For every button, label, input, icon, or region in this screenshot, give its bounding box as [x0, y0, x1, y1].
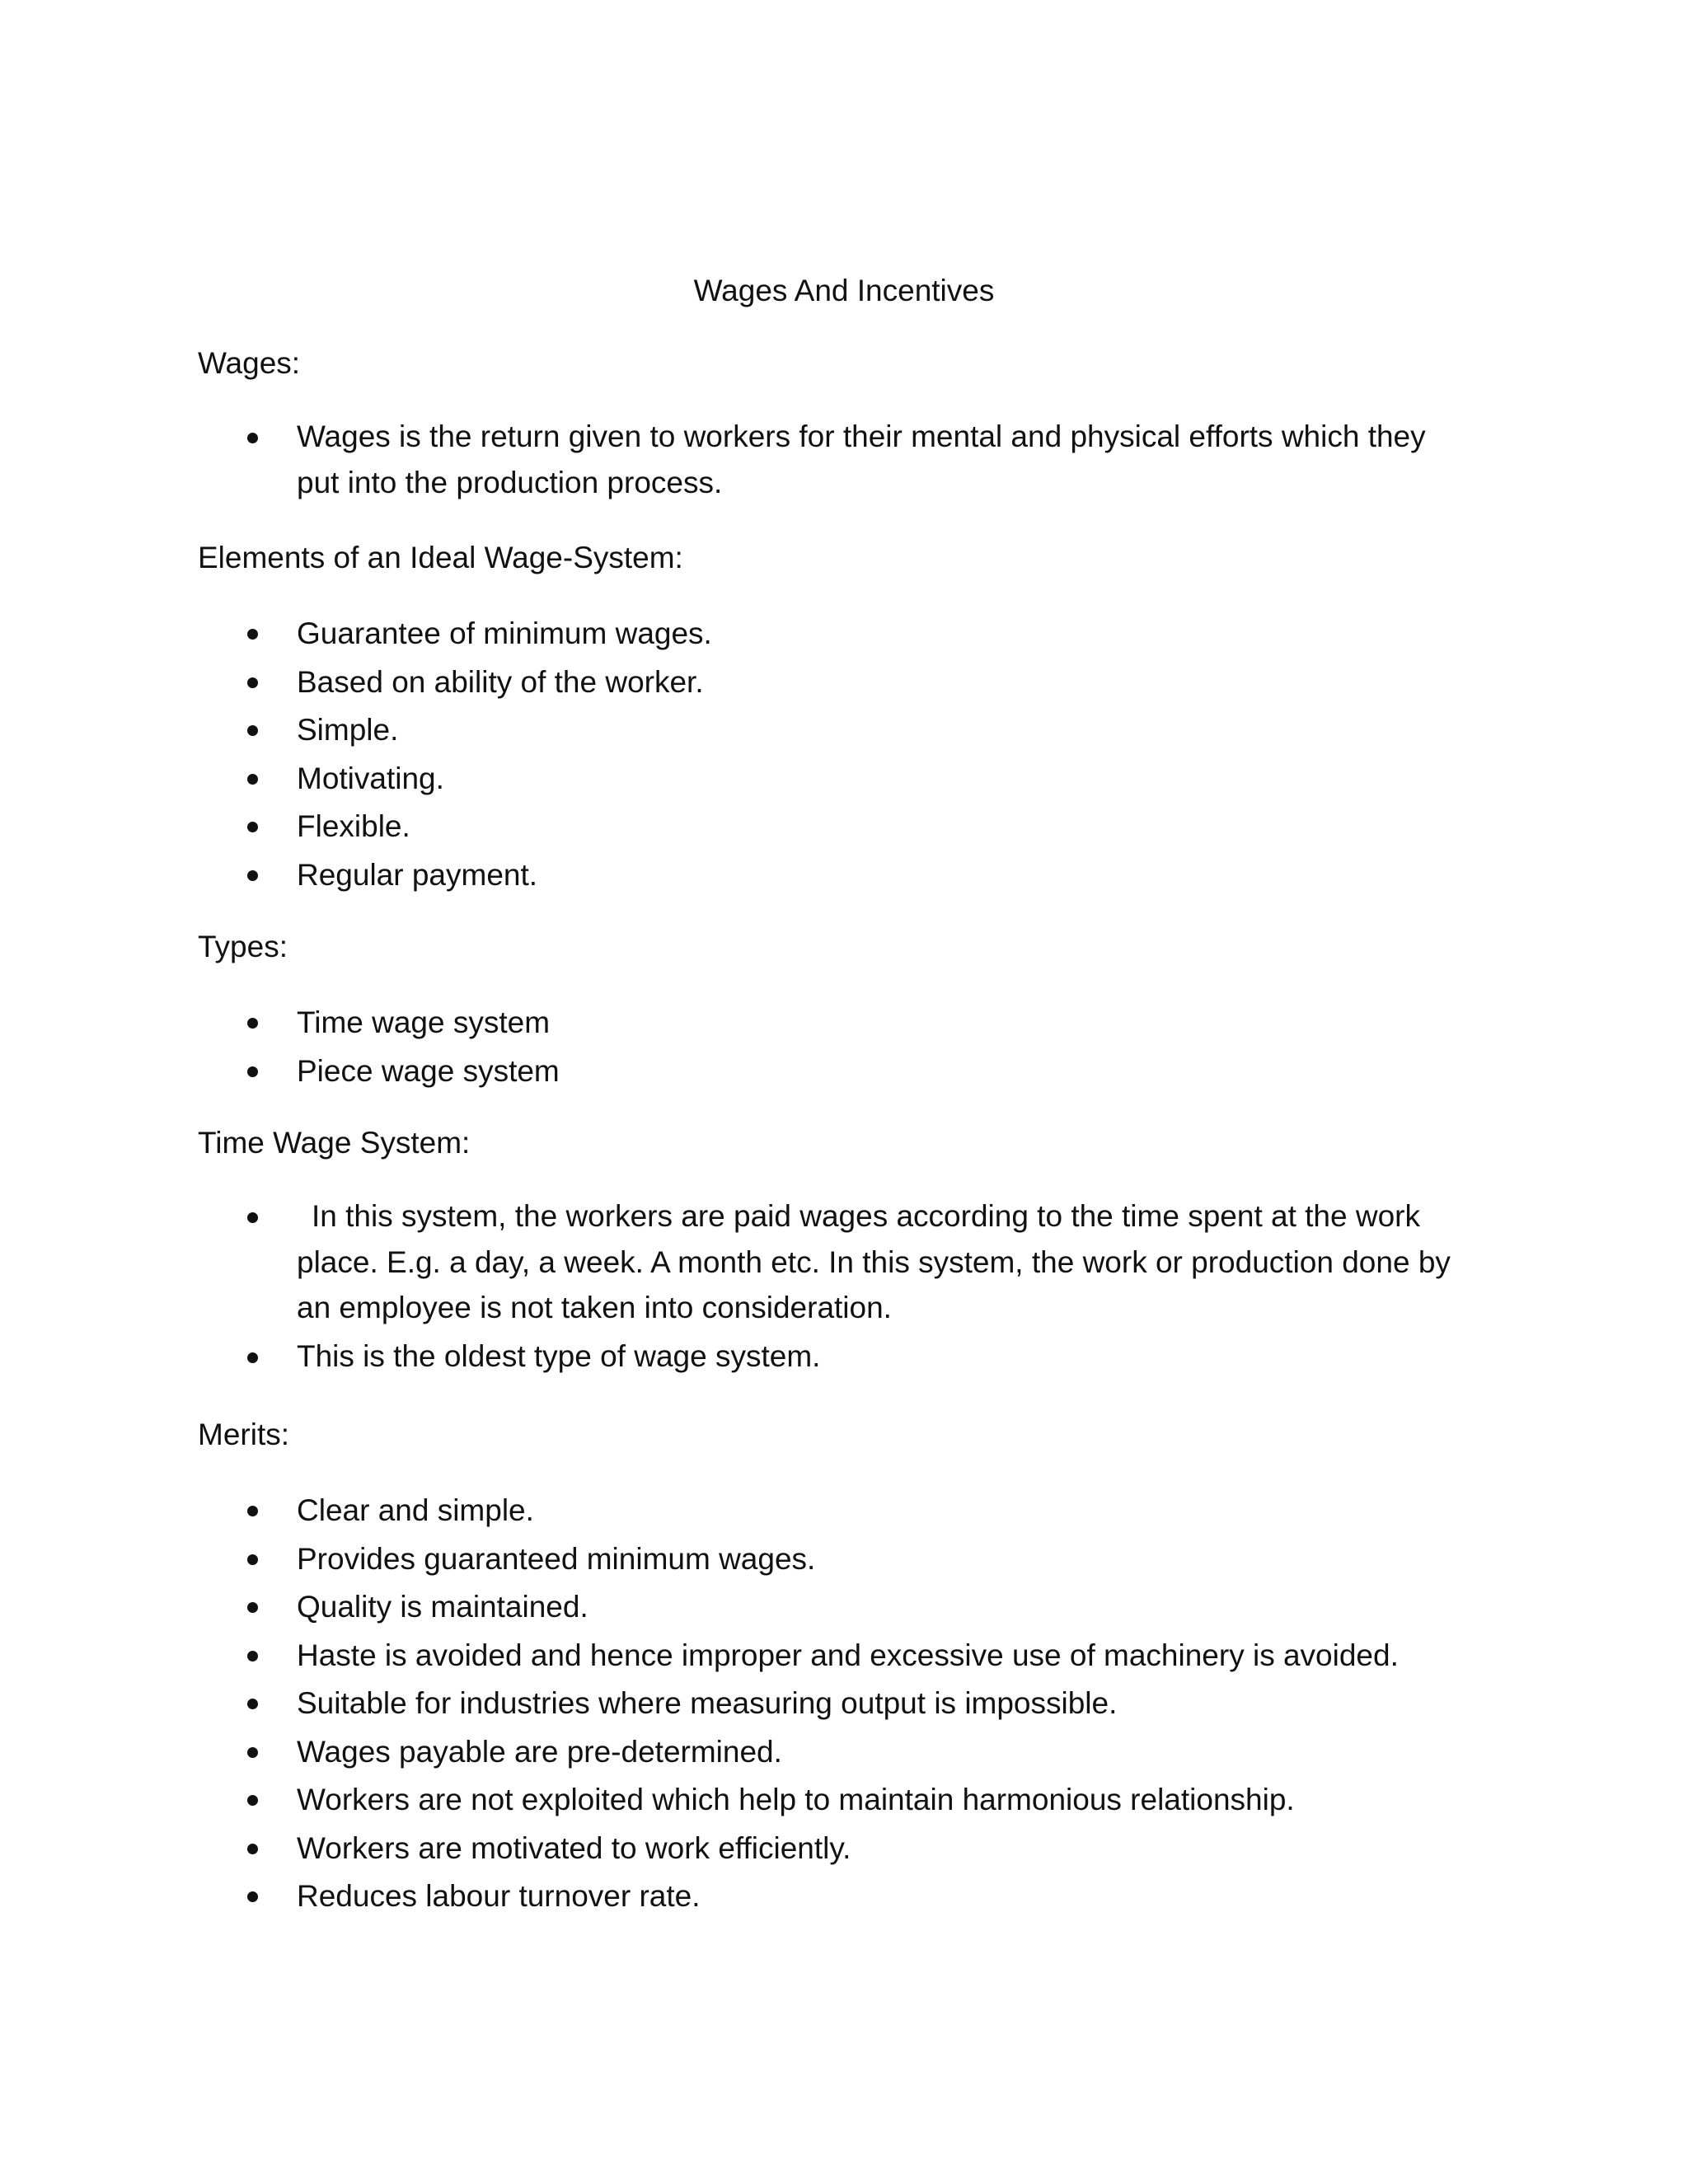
list-item: Quality is maintained.: [247, 1583, 1467, 1632]
bullet-icon: [247, 1506, 258, 1516]
list-item: Workers are not exploited which help to maintain harmonious relationship.: [247, 1776, 1467, 1825]
bullet-icon: [247, 1844, 258, 1854]
list-item: Simple.: [247, 706, 1467, 755]
list-item: Piece wage system: [247, 1047, 1467, 1096]
elements-list: [247, 610, 1467, 899]
merits-list: [247, 1487, 1467, 1921]
list-item: Time wage system: [247, 999, 1467, 1047]
list-item: Based on ability of the worker.: [247, 658, 1467, 707]
bullet-icon: [247, 677, 258, 688]
list-item: Clear and simple.: [247, 1487, 1467, 1535]
bullet-icon: [247, 1651, 258, 1661]
list-item: This is the oldest type of wage system.: [247, 1333, 1467, 1380]
list-item: In this system, the workers are paid wages according to the time spent at the work place. E.g. a day, a week. A month etc. In this system, the work or production done by an employee is not taken into consideration.: [247, 1193, 1467, 1331]
bullet-icon: [247, 629, 258, 640]
bullet-icon: [247, 1602, 258, 1613]
wages-list: [247, 414, 1467, 505]
list-item: Suitable for industries where measuring output is impossible.: [247, 1680, 1467, 1728]
section-heading-elements: Elements of an Ideal Wage-System:: [198, 541, 683, 574]
list-item: Guarantee of minimum wages.: [247, 610, 1467, 658]
bullet-icon: [247, 774, 258, 785]
bullet-icon: [247, 1066, 258, 1077]
bullet-icon: [247, 1554, 258, 1565]
section-heading-wages: Wages:: [198, 346, 301, 380]
section-heading-merits: Merits:: [198, 1418, 289, 1451]
bullet-icon: [247, 725, 258, 736]
list-item: Wages is the return given to workers for their mental and physical efforts which they put into the production process.: [247, 414, 1467, 505]
types-list: [247, 999, 1467, 1095]
list-item: Motivating.: [247, 755, 1467, 804]
list-item: Reduces labour turnover rate.: [247, 1872, 1467, 1921]
bullet-icon: [247, 1795, 258, 1806]
list-item: Haste is avoided and hence improper and excessive use of machinery is avoided.: [247, 1632, 1467, 1680]
bullet-icon: [247, 1747, 258, 1758]
document-title: Wages And Incentives: [693, 274, 995, 307]
bullet-icon: [247, 870, 258, 881]
section-heading-time-wage-system: Time Wage System:: [198, 1126, 471, 1160]
list-item: Flexible.: [247, 803, 1467, 851]
bullet-icon: [247, 1891, 258, 1902]
bullet-icon: [247, 1018, 258, 1029]
bullet-icon: [247, 1352, 258, 1363]
bullet-icon: [247, 822, 258, 832]
bullet-icon: [247, 1212, 258, 1223]
time-wage-list: [247, 1193, 1467, 1379]
section-heading-types: Types:: [198, 930, 288, 963]
list-item: Regular payment.: [247, 851, 1467, 900]
bullet-icon: [247, 1699, 258, 1709]
bullet-icon: [247, 433, 258, 443]
list-item: Provides guaranteed minimum wages.: [247, 1535, 1467, 1584]
list-item: Wages payable are pre-determined.: [247, 1728, 1467, 1777]
list-item: Workers are motivated to work efficiently.: [247, 1825, 1467, 1873]
